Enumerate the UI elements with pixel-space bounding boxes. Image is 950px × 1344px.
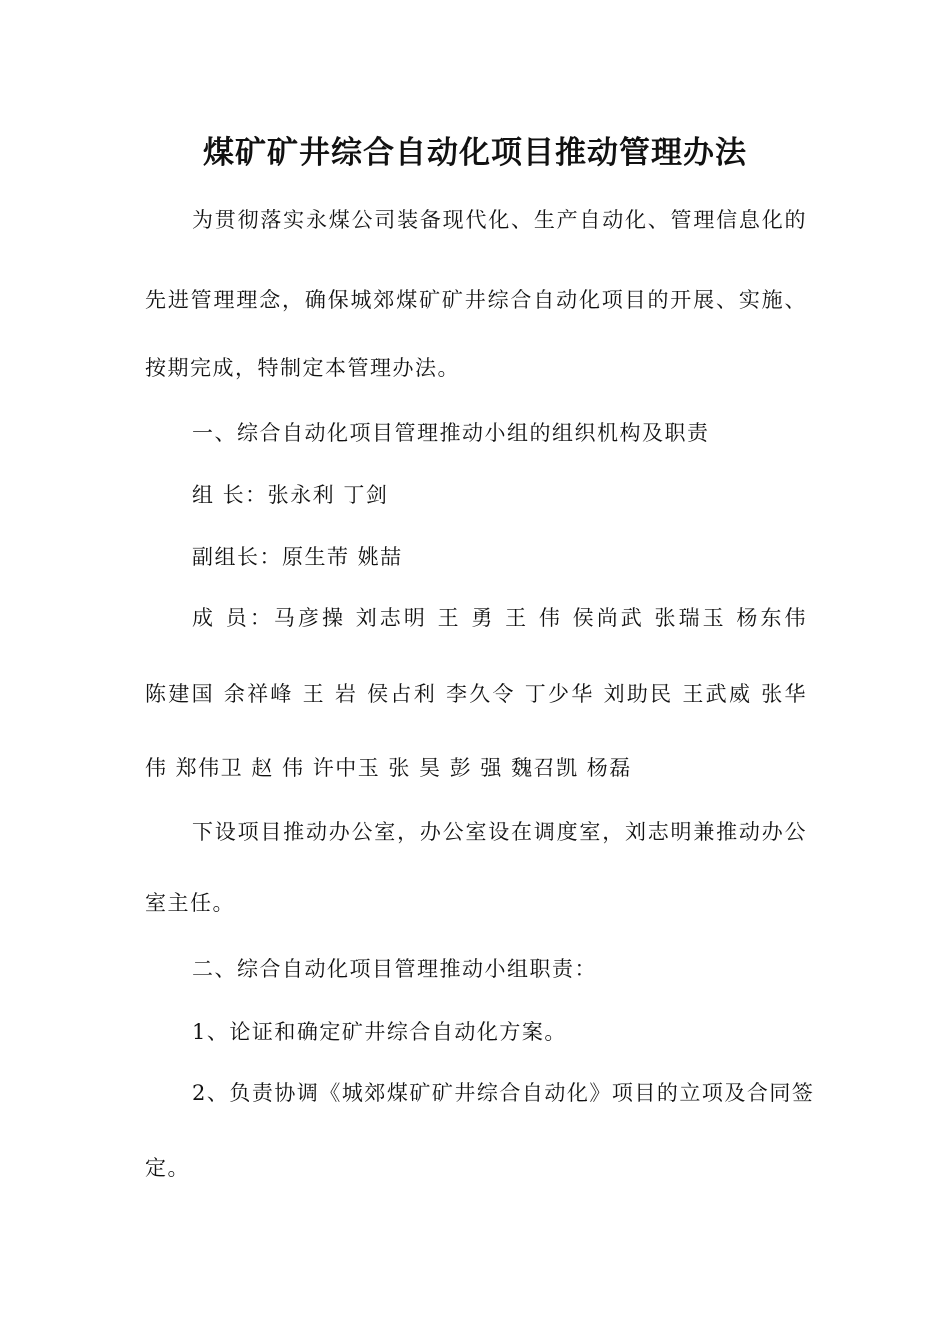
- item-1: 1、论证和确定矿井综合自动化方案。: [192, 1020, 567, 1044]
- intro-line-2: 先进管理理念，确保城郊煤矿矿井综合自动化项目的开展、实施、: [145, 288, 807, 312]
- item-2-line-2: 定。: [145, 1156, 190, 1180]
- item-2-line-1: 2、负责协调《城郊煤矿矿井综合自动化》项目的立项及合同签: [192, 1081, 815, 1105]
- document-title: 煤矿矿井综合自动化项目推动管理办法: [203, 135, 747, 171]
- section1-heading: 一、综合自动化项目管理推动小组的组织机构及职责: [192, 421, 710, 445]
- members-line-2: 陈建国 余祥峰 王 岩 侯占利 李久令 丁少华 刘助民 王武威 张华: [145, 682, 807, 706]
- members-line-3: 伟 郑伟卫 赵 伟 许中玉 张 昊 彭 强 魏召凯 杨磊: [145, 756, 632, 780]
- intro-line-3: 按期完成，特制定本管理办法。: [145, 356, 460, 380]
- members-line-1: 成 员：马彦操 刘志明 王 勇 王 伟 侯尚武 张瑞玉 杨东伟: [192, 606, 807, 630]
- office-line-2: 室主任。: [145, 891, 235, 915]
- office-line-1: 下设项目推动办公室，办公室设在调度室，刘志明兼推动办公: [192, 820, 807, 844]
- section2-heading: 二、综合自动化项目管理推动小组职责：: [192, 957, 597, 981]
- leader-line: 组 长：张永利 丁剑: [192, 483, 389, 507]
- intro-line-1: 为贯彻落实永煤公司装备现代化、生产自动化、管理信息化的: [192, 208, 807, 232]
- deputy-line: 副组长：原生芾 姚喆: [192, 545, 403, 569]
